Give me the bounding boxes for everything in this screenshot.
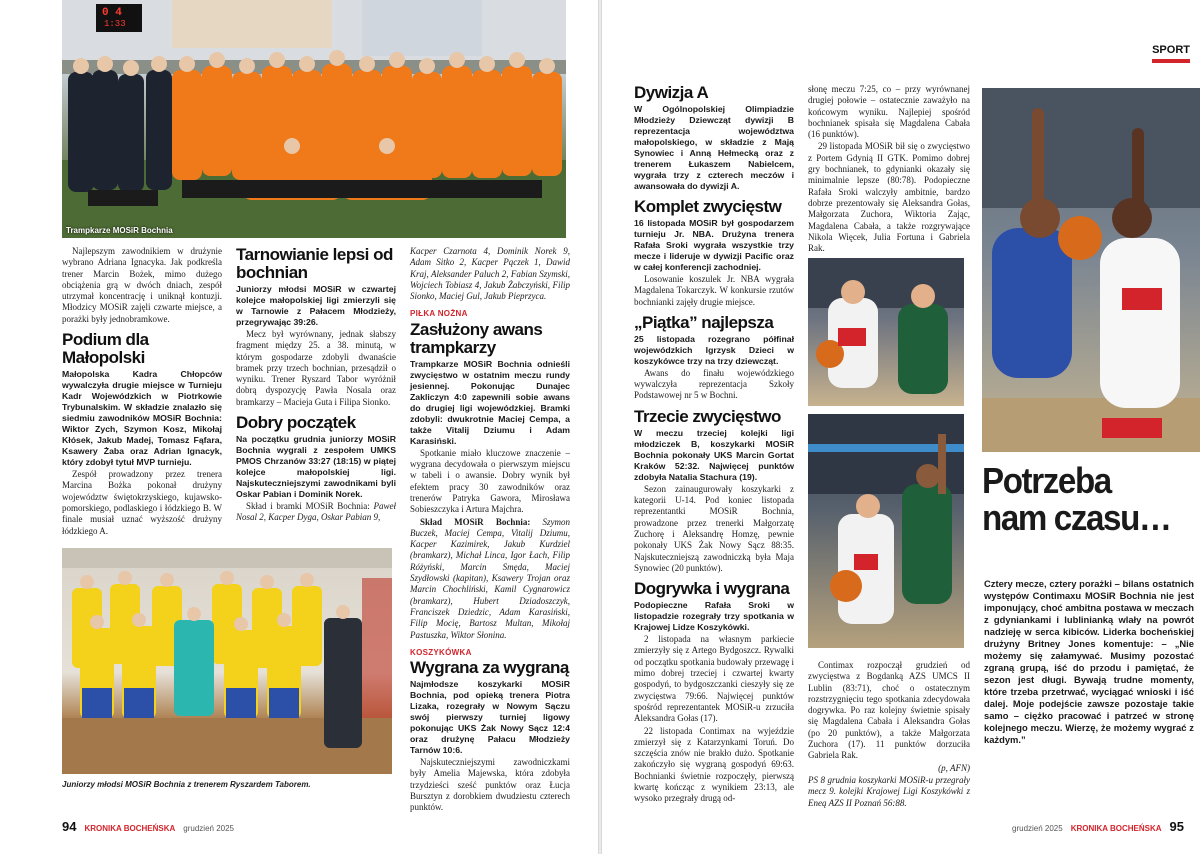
zasluzony-sklad-label: Skład MOSiR Bochnia: [420,516,543,527]
podium-body: Zespół prowadzony przez trenera Marcina Bożka pokonał drużyny województw świętokrzyskiego, kujawsko-pomorskiego, podlaskiego i łódzkiego B. W finale musiał uznać wyższość drużyny łódzkiego A. [62,469,222,536]
wygrana-body: Najskuteczniejszymi zawodniczkami były Amelia Majewska, która zdobyła trzydzieści sześć punktów oraz Łucja Bursztyn z dorobkiem dwudziestu czterech punktów. [410,757,570,813]
issue-date-right: grudzień 2025 [1012,824,1063,833]
dogrywka-body-2: 22 listopada Contimax na wyjeździe zmierzył się z Katarzynkami Toruń. Do szczęścia znów nie brakło dużo. Spotkanie zakończyło się wygraną gospodyń 69:63. Bochnianki świetnie rozpoczęły, pierwszą kwartę kończąc z wynikiem 23:13, ale wysoko przegrały drugą od- [634,725,794,804]
dogrywka-lead: Podopieczne Rafała Sroki w listopadzie rozegrały trzy spotkania w Krajowej Lidze Koszykówki. [634,600,794,633]
feature-photo [982,88,1200,452]
dogrywka-body-1: 2 listopada na własnym parkiecie zmierzyły się z Artego Bydgoszcz. Rywalki od początku spotkania budowały przewagę i mimo dobrej trzeciej i czwartej kwarty gospodyń, to bydgoszczanki cieszyły się ze zwycięstwa 79:66. Najwięcej punktów spośród reprezentantek MOSiR-u zrzuciła Aleksandra Gołas (17). [634,634,794,724]
zasluzony-sklad-names: Szymon Buczek, Maciej Cempa, Vitalij Dziumu, Kacper Kazimirek, Jakub Kurdziel (bramkarz), Michał Linca, Igor Łach, Filip Różyński, Marcin Smęda, Maciej Szydłowski (kapitan), Ksawery Trojan oraz Marcin Chochliński, Kamil Cygnarowicz (bramkarz), Hubert Dziadoszczyk, Franciszek Dziedzic, Adam Karasiński, Filip Mocię, Bartosz Multan, Mikołaj Pastuszka, Wiktor Słonina. [410,516,570,640]
footer-left [62,819,234,834]
section-label-sport: SPORT [1152,44,1190,63]
footnote: PS 8 grudnia koszykarki MOSiR-u przegrały mecz 9. kolejki Krajowej Ligi Koszykówki z Eneą AZS II Poznań 56:88. [808,774,970,808]
column-4 [634,84,794,806]
dywizja-lead: W Ogólnopolskiej Olimpiadzie Młodzieży Dziewcząt dywizji B reprezentacja województwa małopolskiego, w składzie z Mają Synowiec i Anną Hełmecką oraz z trenerem Łukaszem Nabielcem, wygrała trzy z czterech meczów i awansowała do dywizji A. [634,104,794,191]
basketball-photo-2 [808,414,964,648]
komplet-lead: 16 listopada MOSiR był gospodarzem turnieju Jr. NBA. Drużyna trenera Rafała Sroki wygrała wszystkie trzy mecze i lideruje w dywizji Pacific oraz w całej konferencji zachodniej. [634,218,794,272]
page-number-right: 95 [1169,819,1185,834]
tarnowianie-lead: Juniorzy młodsi MOSiR w czwartej kolejce małopolskiej ligi zmierzyli się w Tarnowie z Pałacem Młodzieży, przegrywając 39:26. [236,284,396,327]
tarnowianie-body: Mecz był wyrównany, jednak słabszy fragment między 25. a 38. minutą, w którym gospodarze zdobyli dwanaście bramek przy trzech bochnian, przesądził o wyniku. Trener Ryszard Tabor wyróżnił dobrą dyspozycję Pawła Nosala oraz bramkarzy – Macieja Guta i Filipa Sionko. [236,329,396,407]
piatka-body: Awans do finału wojewódzkiego wywalczyła reprezentacja Szkoły Podstawowej nr 5 w Bochni. [634,367,794,401]
magazine-name-left: KRONIKA BOCHEŃSKA [84,824,176,833]
wygrana-lead: Najmłodsze koszykarki MOSiR Bochnia, pod opieką trenera Piotra Lizaka, rozegrały w Nowym Sączu swój pierwszy turniej ligowy pokonując UKS Żak Nowy Sącz 12:4 oraz drużynę Pałacu Młodzieży Tarnów 10:6. [410,679,570,756]
heading-komplet: Komplet zwycięstw [634,197,782,216]
issue-date-left: grudzień 2025 [183,824,235,833]
heading-dywizja: Dywizja A [634,83,709,102]
column-5-bottom [808,660,970,810]
column5-body-2: 29 listopada MOSiR bił się o zwycięstwo z Portem Gdynią II GTK. Pomimo dobrej gry bochnianek, to gdynianki okazały się minimalnie lepsze (80:78). Podopieczne Rafała Sroki walczyły ambitnie, bardzo dobrze prezentowały się Aleksandra Gołas, Małgorzata Zuchora, Wiktoria Zając, Magdalena Cabała, a także rozgrywające Nikola Więcek, Julia Fortuna i Gabriela Rak. [808,141,970,254]
feature-lead-text: Cztery mecze, cztery porażki – bilans ostatnich występów Contimaxu MOSiR Bochnia nie jest imponujący, choć ambitna postawa w meczach z gdyniankami i lublinianką wlały na powrót nadzieję w serca kibiców. Liderka bocheńskiej drużyny Britney Jones komentuje: – „Nie możemy się załamywać. Musimy pozostać zgraną grupą, iść do przodu i pamiętać, że sezon jest długi. Bywają trudne momenty, które trzeba przetrwać, wyciągać wnioski i iść dalej. Moje podejście zawsze pozostaje takie samo – ciężko pracować i patrzeć w stronę kolejnego meczu. Wierzę, że możemy wygrać z każdym.” [984,578,1194,745]
zasluzony-lead: Trampkarze MOSiR Bochnia odnieśli zwycięstwo w ostatnim meczu rundy jesiennej. Pokonując Dunajec Zakliczyn 4:0 zapewnili sobie awans do drugiej ligi wojewódzkiej. Bramki zdobyli: dwukrotnie Maciej Cempa, a także Vitalij Dziumu i Adam Karasiński. [410,358,570,446]
heading-trzecie: Trzecie zwycięstwo [634,406,781,426]
heading-tarnowianie: Tarnowianie lepsi od bochnian [236,245,393,282]
zasluzony-sklad [410,517,570,641]
heading-dobry-poczatek: Dobry początek [236,413,356,433]
feature-lead [984,578,1194,747]
trzecie-body: Sezon zainaugurowały koszykarki z kategorii U-14. Pod koniec listopada reprezentantki MOSiR Bochnia, prowadzone przez trenerki Małgorzatę Zuchorę i Aleksandrę Homzę, pewnie pokonały UKS Żak Nowy Sącz 88:35. Najskuteczniejszą zawodniczką była Maja Synowiec (20 punktów). [634,483,794,573]
dobry-sklad-continued: Kacper Czarnota 4, Dominik Norek 9, Adam Sitko 2, Kacper Pączek 1, Dawid Kraj, Aleksander Paluch 2, Fabian Szymski, Wojciech Tobiasz 4, Jakub Żabczyński, Filip Sionko, Maciej Gul, Jakub Pieprzyca. [410,246,570,302]
byline: (p, AFN) [938,762,970,773]
page-number-left: 94 [62,819,77,834]
heading-wygrana: Wygrana za wygraną [410,658,569,678]
heading-podium: Podium dla Małopolski [62,330,149,368]
heading-zasluzony-awans: Zasłużony awans trampkarzy [410,319,543,357]
column-2 [236,246,396,525]
page-94 [0,0,598,854]
dobry-lead: Na początku grudnia juniorzy MOSiR Bochnia wygrali z zespołem UMKS PMOS Chrzanów 33:27 (18:15) w piątej kolejce małopolskiej ligi. Najskuteczniejszymi zawodnikami byli Oskar Pabian i Dominik Norek. [236,434,396,500]
footer-right [1012,819,1184,834]
heading-dogrywka: Dogrywka i wygrana [634,579,790,599]
section-koszykowka: KOSZYKÓWKA [410,647,472,657]
dobry-sklad-names: Paweł Nosal 2, Kacper Dyga, Oskar Pabian 9, [236,501,396,523]
scoreboard-score: 0 4 [102,7,122,19]
piatka-lead: 25 listopada rozegrano półfinał wojewódzkich Igrzysk Dzieci w koszykówce trzy na trzy dziewcząt. [634,333,794,366]
heading-piatka: „Piątka” najlepsza [634,312,774,332]
column5-bottom-body: Contimax rozpoczął grudzień od zwycięstwa z Bogdanką AZS UMCS II Lublin (83:71), choć o ostatecznym rozstrzygnięciu tego spotkania zdecydowała dogrywka. Po raz kolejny świetnie spisały się Magdalena Cabała i Aleksandra Gołas (po 20 punktów), a także Małgorzata Zuchora (17). 11 punktów dorzuciła Gabriela Rak. [808,660,970,761]
intro-paragraph: Najlepszym zawodnikiem w drużynie wybrano Adriana Ignacyka. Jak podkreśla trener Marcin Bożek, mimo dużego obciążenia grą w dwóch dniach, zespół utrzymał koncentrację i uniknął kontuzji. Młodzicy MOSiR zajęli czwarte miejsce, a porażki były jednobramkowe. [62,246,222,324]
column-5-top [808,84,970,255]
feature-title: Potrzeba nam czasu… [982,460,1171,538]
magazine-name-right: KRONIKA BOCHEŃSKA [1070,824,1162,833]
trampkarze-caption: Trampkarze MOSiR Bochnia [66,226,173,235]
dobry-sklad-label: Skład i bramki MOSiR Bochnia: [246,501,374,512]
trampkarze-photo [62,0,566,238]
column-3 [410,246,570,815]
komplet-body: Losowanie koszulek Jr. NBA wygrała Magdalena Tokarczyk. W konkursie rzutów bochnianki zajęły drugie miejsce. [634,274,794,307]
podium-lead: Małopolska Kadra Chłopców wywalczyła drugie miejsce w Turnieju Kadr Wojewódzkich w Piotrkowie Trybunalskim. W składzie znalazło się siedmiu zawodników MOSiR Bochnia: Wiktor Zych, Szymon Kosz, Mikołaj Kłósek, Jakub Madej, Tomasz Fąfara, Ksawery Żaba oraz Adrian Ignacyk, który zdobył tytuł MVP turnieju. [62,369,222,468]
zasluzony-body: Spotkanie miało kluczowe znaczenie – wygrana decydowała o pierwszym miejscu w tabeli i o awansie. Dobry wynik był efektem pracy 30 zawodników oraz trenerów Patryka Gawora, Mirosława Sobieszczyka i Artura Majchra. [410,447,570,515]
basketball-photo-1 [808,258,964,406]
dobry-sklad [236,501,396,524]
trzecie-lead: W meczu trzeciej kolejki ligi młodziczek B, koszykarki MOSiR Bochnia pokonały UKS Marcin Gortat Kraków 52:32. Najwięcej punktów zdobyła Natalia Stachura (19). [634,427,794,482]
juniorzy-photo [62,548,392,774]
column-1 [62,246,222,538]
juniorzy-caption: Juniorzy młodsi MOSiR Bochnia z trenerem Ryszardem Taborem. [62,780,311,789]
column5-body-1: słonę meczu 7:25, co – przy wyrównanej drugiej połowie – ostatecznie zaważyło na końcowym wyniku. Najlepiej spośród bochnianek spisała się Magdalena Cabała (16 punktów). [808,84,970,140]
scoreboard-time: 1:33 [104,19,126,29]
section-pilka-nozna: PIŁKA NOŻNA [410,309,468,319]
